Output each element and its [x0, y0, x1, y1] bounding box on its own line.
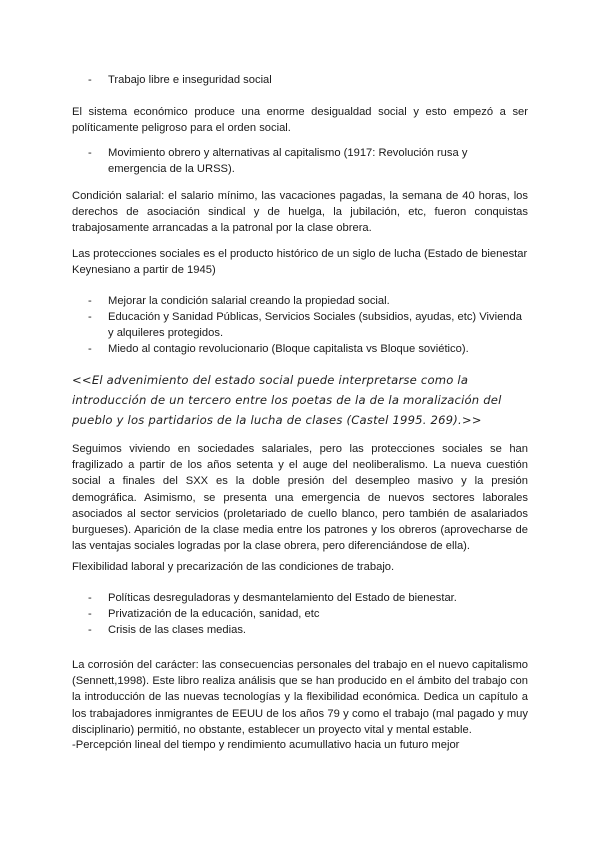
paragraph: Flexibilidad laboral y precarización de las condiciones de trabajo. — [72, 561, 395, 573]
bullet-item — [88, 72, 528, 88]
bullet-dash: - — [88, 343, 92, 355]
bullet-text: Políticas desreguladoras y desmantelamiento del Estado de bienestar. — [108, 592, 457, 604]
bullet-item — [88, 309, 528, 341]
bullet-item — [88, 145, 528, 177]
bullet-item — [88, 341, 528, 357]
bullet-text: Privatización de la educación, sanidad, etc — [108, 608, 320, 620]
bullet-item — [88, 622, 528, 638]
bullet-dash: - — [88, 74, 92, 86]
paragraph: Las protecciones sociales es el producto histórico de un siglo de lucha (Estado de bienestar Keynesiano a partir de 1945) — [72, 248, 528, 277]
paragraph: La corrosión del carácter: las consecuencias personales del trabajo en el nuevo capitalismo (Sennett,1998). Este libro realiza análisis que se han producido en el ámbito del trabajo con la introducción de las nuevas tecnologías y la flexibilidad económica. Dedica un capítulo a los trabajadores inmigrantes de EEUU de los años 79 y como el trabajo (mal pagado y muy disciplinario) permitió, no obstante, establecer un proyecto vital y mental estable. — [72, 659, 528, 736]
bullet-dash: - — [88, 608, 92, 620]
bullet-dash: - — [88, 147, 92, 159]
bullet-dash: - — [88, 592, 92, 604]
bullet-text: Movimiento obrero y alternativas al capitalismo (1917: Revolución rusa y emergencia de la URSS). — [108, 147, 468, 176]
bullet-dash: - — [88, 624, 92, 636]
bullet-text: Mejorar la condición salarial creando la propiedad social. — [108, 295, 390, 307]
bullet-dash: - — [88, 311, 92, 323]
paragraph: Seguimos viviendo en sociedades salariales, pero las protecciones sociales se han fragilizado a partir de los años setenta y el auge del neoliberalismo. La nueva cuestión social a finales del SXX es la doble presión del desempleo masivo y la presión demográfica. Asimismo, se presenta una emergencia de nuevos sectores laborales asociados al sector servicios (proletariado de cuello blanco, pero también de asalariados burgueses). Aparición de la clase media entre los patrones y los obreros (aprovecharse de las ventajas sociales logradas por la clase obrera, pero diferenciándose de ella). — [72, 443, 528, 553]
paragraph: -Percepción lineal del tiempo y rendimiento acumullativo hacia un futuro mejor — [72, 739, 460, 751]
bullet-item — [88, 590, 528, 606]
bullet-dash: - — [88, 295, 92, 307]
bullet-text: Educación y Sanidad Públicas, Servicios Sociales (subsidios, ayudas, etc) Vivienda y alquileres protegidos. — [108, 311, 522, 340]
bullet-item — [88, 606, 528, 622]
bullet-text: Trabajo libre e inseguridad social — [108, 74, 272, 86]
quote: <<El advenimiento del estado social puede interpretarse como la introducción de un tercero entre los poetas de la de la moralización del pueblo y los partidarios de la lucha de clases (Castel 1995. 269).>> — [72, 373, 502, 427]
bullet-item — [88, 293, 528, 309]
bullet-text: Crisis de las clases medias. — [108, 624, 247, 636]
paragraph: El sistema económico produce una enorme desigualdad social y esto empezó a ser políticamente peligroso para el orden social. — [72, 106, 528, 135]
bullet-text: Miedo al contagio revolucionario (Bloque capitalista vs Bloque soviético). — [108, 343, 469, 355]
paragraph: Condición salarial: el salario mínimo, las vacaciones pagadas, la semana de 40 horas, los derechos de asociación sindical y de huelga, la jubilación, etc, fueron conquistas trabajosamente arrancadas a la patronal por la clase obrera. — [72, 190, 528, 235]
